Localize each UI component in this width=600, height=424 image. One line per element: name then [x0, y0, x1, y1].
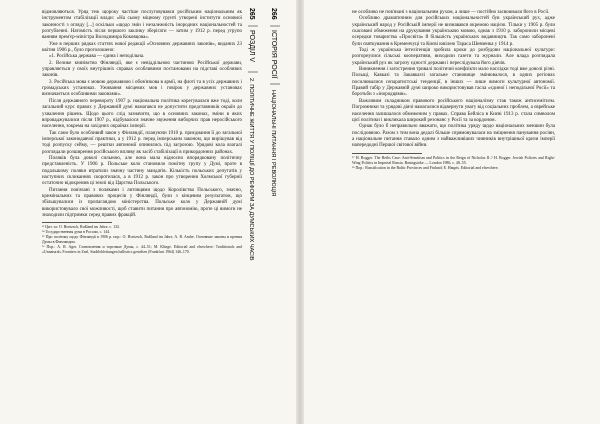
right-page-number: 266 — [270, 8, 277, 20]
paragraph: відмовляються. Уряд теж щороку частіше послуговувався російським національним як інструментом стабілізації влади: «На сьому міцному грунті утворені інститути основної законності з огляду [...] оскільки «щодо змін і незалежність інородних національностей та розгубленні. Натомість після першого заклику зберігати — затим у 1912 р. перед угрупо ванням прем'єр-міністра Володимира Коковцова». — [42, 10, 242, 41]
paragraph: Особливо драматичним для російських національностей був український рух, адже український народ у Російській імперії не визнавався окремою нацією. Тільки у 1905 р. були скасовані обмеження на друкування українською мовою, однак з 1910 р. заборонили місцеві осередки товариства «Просвіта» й більшість українських видавництв. Так само заборонені були святкування в Кременчуці та Києві ювілею Тараса Шевченка у 1914 р. — [352, 16, 555, 47]
paragraph: «1. Російська держава — єдина і неподільна. — [49, 54, 145, 60]
paragraph: Після державного перевороту 1907 р. національна політика корегувалася вже тоді, коли загальний курс правих у Державній думі намагався не допустити представників окраїн до ухвалення рішень. Щодо цього слід зазначити, що в основних законах, зміни в яких впроваджувалися після 1907 р., відбувалося значне звуження виборчих прав неросійського населення, зокрема на західних окраїнах імперії. — [42, 98, 242, 130]
paragraph: 3. Російська мова є мовою державною і обов'язкова в армії, на флоті та в усіх державних і громадських установах. Уживання місцевих мов і говірок у державних установах визначається особливими законами». — [42, 79, 242, 98]
paragraph: Поляків була доволі сильною, але вона мала відносно впорядковану політичну представленість. У 1906 р. Польське коло становило помітну групу у Думі, проте в подальшому поляки втратили значну частину мандатів. Кількість польських депутатів у наступних скликаннях скоротилася, а в 1912 р. закон про утворення Холмської губернії остаточно відокремив ці землі від Царства Польського. — [42, 155, 242, 187]
paragraph: Тоді ж українська інтелігенція зробила кроки до розбудови національної культури: розгорнулися сільські кооперативи, виходили газети та журнали. Але влада розглядала український рух як загрозу єдності держави і переслідувала його діячів. — [352, 48, 555, 66]
left-chapter-label: РОЗДІЛ V — [248, 30, 255, 63]
paragraph: Однак було б неправильно вважати, що політика уряду щодо національних меншин була послідовною. Разом з тим вона дедалі більше спрямовувалася на зміцнення панування росіян, а національне питання ставало одним з найважливіших чинників внутрішньої кризи імперії напередодні Першої світової війни. — [352, 124, 555, 149]
right-running-title: НАЦІОНАЛЬНІ ПИТАННЯ І РЕВОЛЮЦІЯ — [270, 90, 276, 197]
left-running-title: 2. ПОЛІТИЧНЕ ЖИТТЯ У ПОЛІЦІЇ ДО РЕФОРМ ЗА ДУМСЬКИХ ЧАСІВ — [248, 78, 254, 261]
footnote: ²⁶ Пор.: A. R. Ager. Становлення и торговые Думы, с. 44–51; M. Klinge. Editorial and elsewhere: Traditionals and «Unnatural» Frontiers in Zeal, Stadtlekleitungen ballistics gestelten (Frankfurt 1964) 146–170. — [42, 245, 242, 255]
footnote: ²⁵ Про політику щодо Фінляндії в 1906 р. пор.: O. Hoetzsch, Rußland im Jahre, A. R. Andre. Основные законы и прения Думы в Финляндии. — [42, 235, 242, 245]
paragraph: Так само було особливий закон у Фінляндії, плануючи 1910 р. приєднання її до загальної імперської законодавчої практики, а у 1912 р. перед імперським законом, що вирішував від тоді розпуску сейму, — рештки автономії опинились під загрозою. Урядові кола взагалі розглядали розширення російського впливу як засіб стабілізації в прикордонних районах. — [42, 130, 242, 155]
right-chapter-label: ІСТОРІЯ РОСІЇ — [270, 30, 277, 79]
paragraph: Важливим складником правового російського націоналізму став також антисемітизм. Погромники та урядові діячі намагалися відвернути увагу від соціальних проблем, а єврейське населення залишалося обмеженим у правах. Справа Бейліса в Києві 1913 р. стала символом цієї політики і викликала широкий резонанс у Росії та за кордоном. — [352, 98, 555, 123]
left-page-number: 265 — [248, 8, 255, 20]
footnote: ²⁷ H. Rogger. The Beilis Case: Anti-Semitism and Politics in the Reign of Nicholas II // H. Rogger. Jewish Policies and Right-Wing Politics in Imperial Russia. Basingstoke — London 1986, с. 40–55. — [352, 155, 555, 165]
footnote: ²⁴ Государственная дума в России, с. 144. — [42, 230, 111, 235]
footnote: ²³ Цит. за: O. Hoetzsch, Rußland im Jahre, с. 132. — [42, 225, 120, 230]
paragraph: Питання пов'язані з поляками і литовцями щодо Королівства Польського, значно, кримінальних та правових процесів у Фінляндії, були з кінцевим результатом, що збільшувалися із пропагандою міністерства. Польське коло у Державній думі використовувало свої можливості, щоб ставити питання про автономію, проте ці вимоги не знаходили підтримки серед правих фракцій. — [42, 187, 242, 218]
paragraph: Уже в перших рядках статтях нової редакції «Основних державних законів», виданих 23 квітня 1906 р., було проголошено: — [42, 41, 242, 54]
paragraph: 2. Велике князівство Фінляндії, яке є невіддільною частиною Російської держави, управляється у своїх внутрішніх справах особливими постановами на підставі особливих законів. — [42, 60, 242, 79]
paragraph: не особливо не пов'язані з національним рухом, а лише — постійно засвоювали його в Росії. — [352, 10, 550, 15]
footnote: ²⁸ Пор.: Russification in the Baltic Provinces and Finland; E. Haupts. Editorial and elsewhere. — [352, 165, 499, 170]
paragraph: Виникнення і загострення тривалі політичні конфлікти мало наслідки тоді вже доволі різні. Польщі, Кавказі та Закавказзі загальне становище змінювалося, в одних регіонах посилювалися сепаратистські тенденції, в інших — лише вимоги культурної автономії. Правий табір у Державній думі широко використовував гасла «єдиної і неподільної Росії» та боротьби з «інородцями». — [352, 67, 555, 98]
